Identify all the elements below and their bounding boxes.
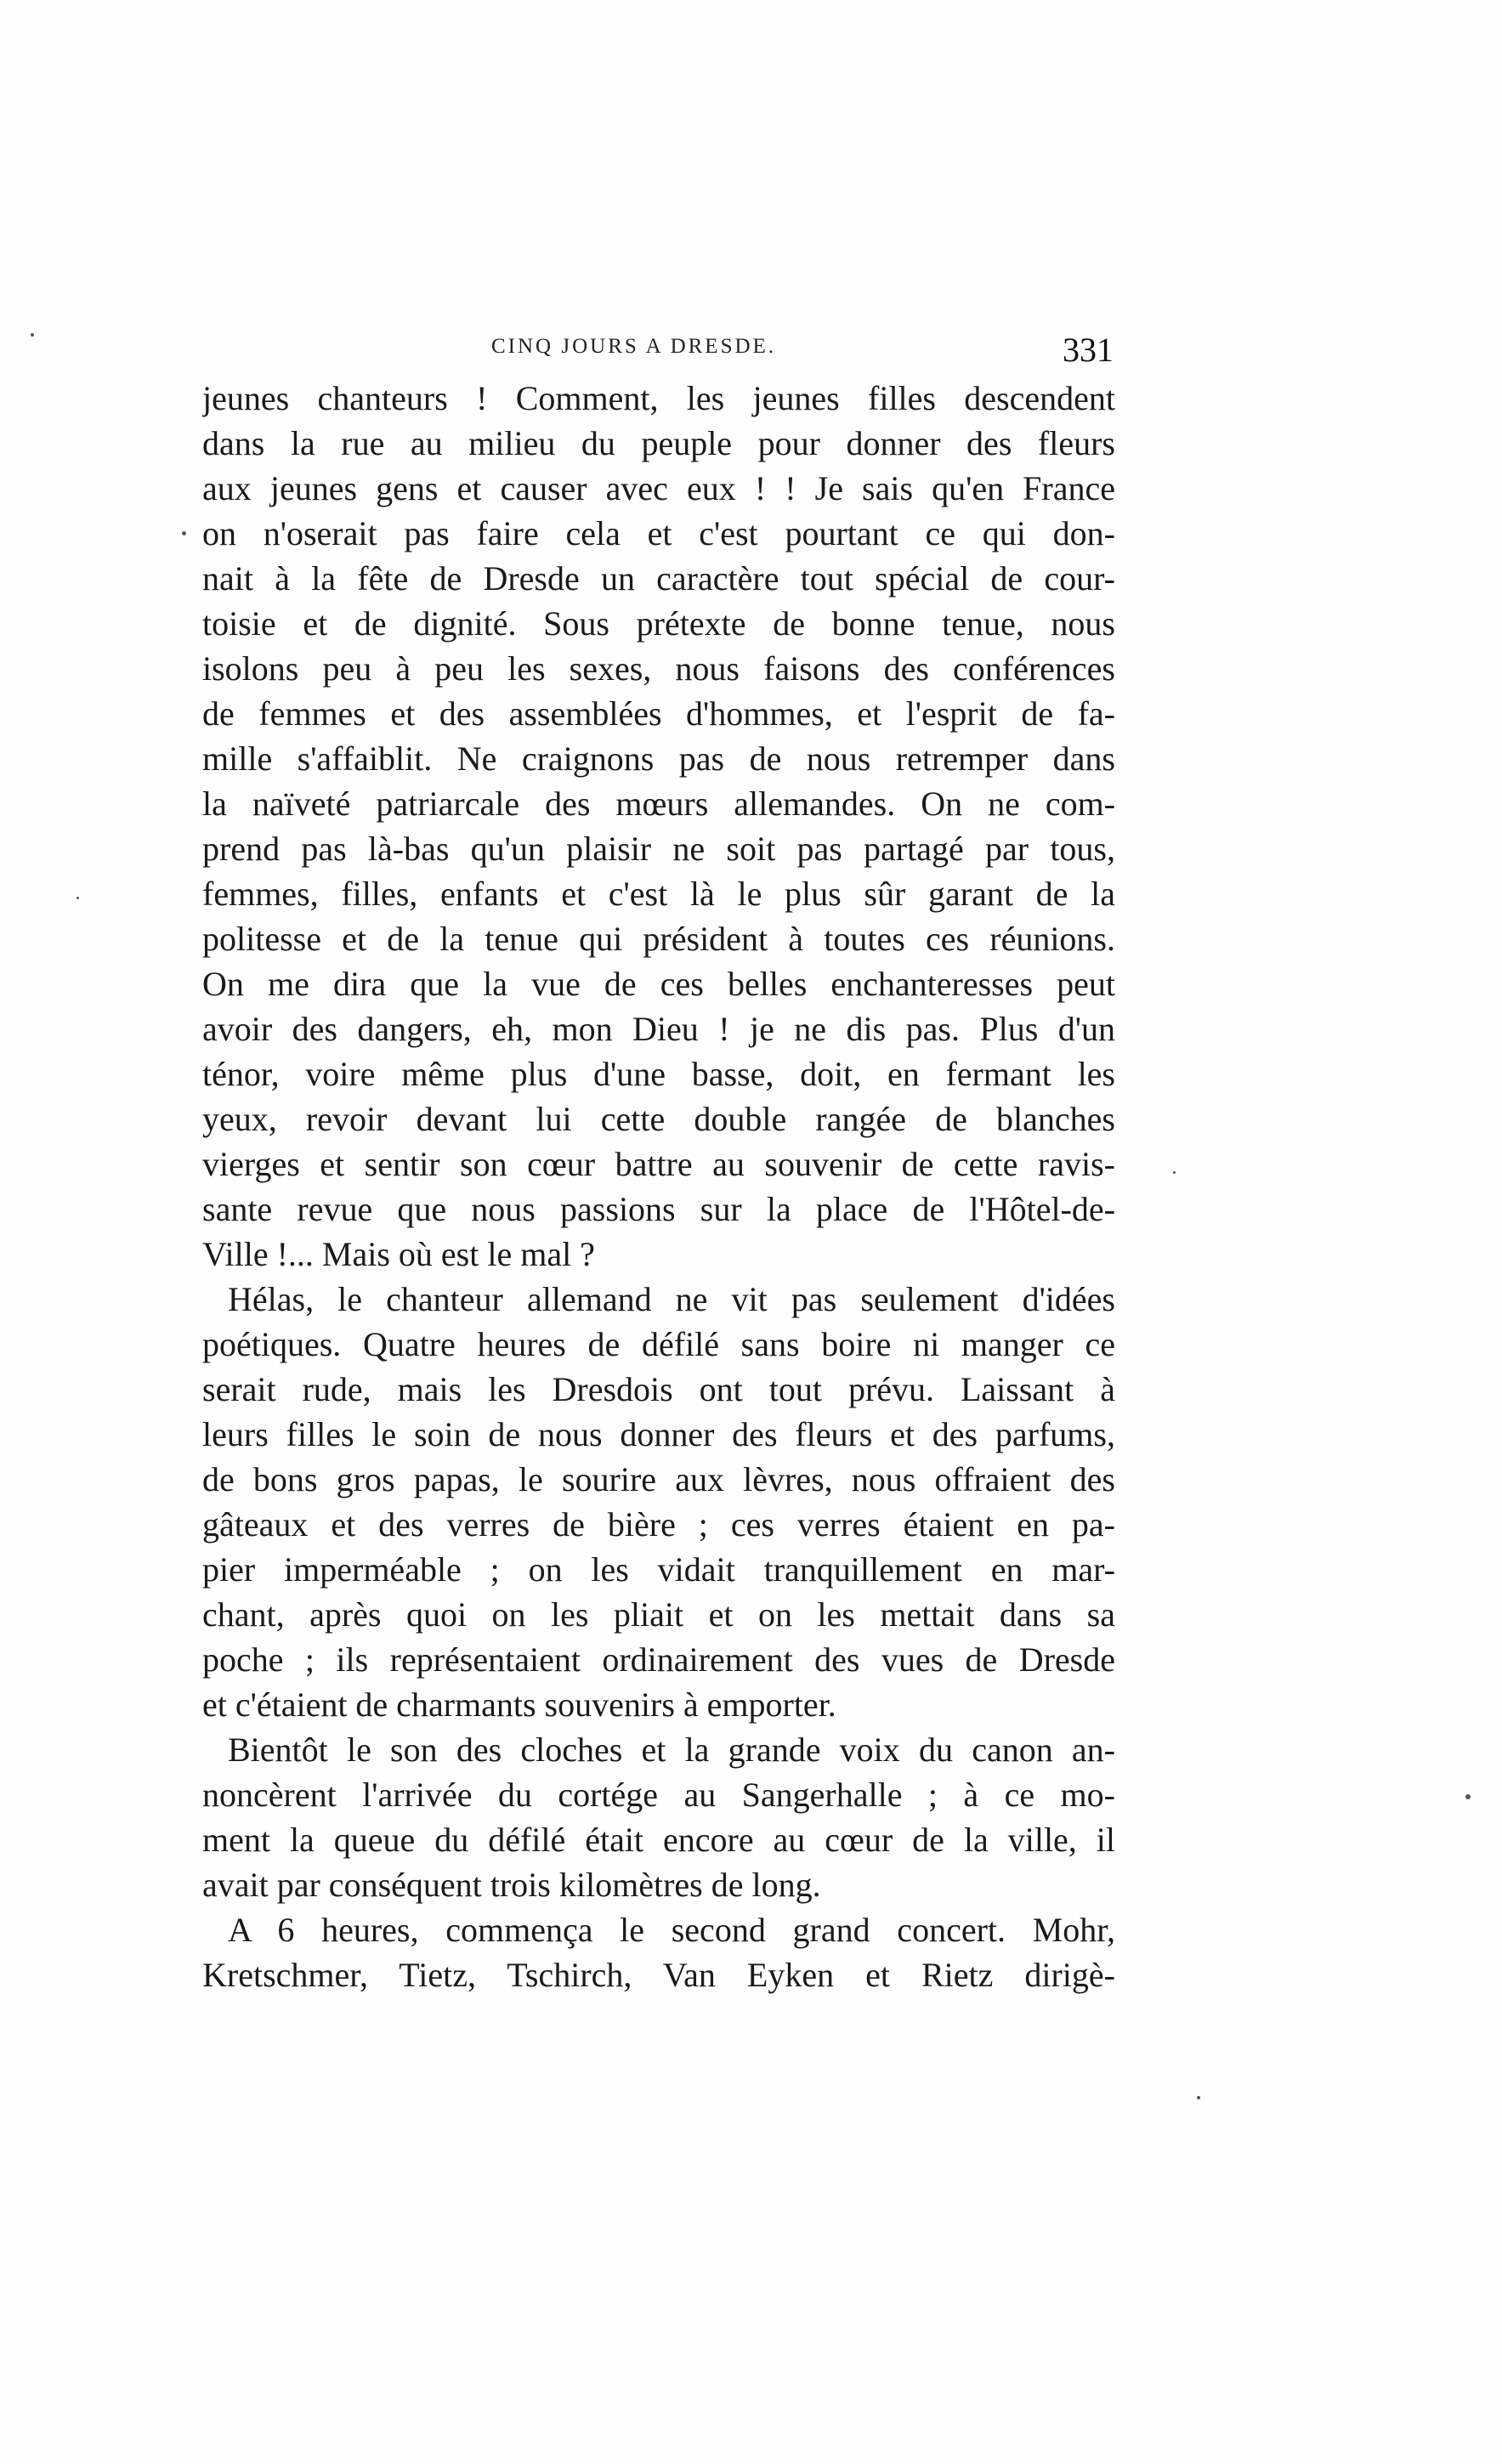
text-line: Kretschmer, Tietz, Tschirch, Van Eyken et Rietz dirigè- <box>202 1956 1115 1994</box>
text-line: politesse et de la tenue qui président à toutes ces réunions. <box>202 920 1115 958</box>
text-line: mille s'affaiblit. Ne craignons pas de nous retremper dans <box>202 739 1115 778</box>
text-line: vierges et sentir son cœur battre au souvenir de cette ravis- <box>202 1145 1115 1183</box>
text-line: Hélas, le chanteur allemand ne vit pas seulement d'idées <box>228 1280 1115 1318</box>
text-line: noncèrent l'arrivée du cortége au Sangerhalle ; à ce mo- <box>202 1776 1115 1814</box>
text-line: sante revue que nous passions sur la place de l'Hôtel-de- <box>202 1190 1115 1228</box>
page-number: 331 <box>1063 331 1114 369</box>
text-line: serait rude, mais les Dresdois ont tout prévu. Laissant à <box>202 1370 1115 1408</box>
text-line: On me dira que la vue de ces belles enchanteresses peut <box>202 965 1115 1003</box>
text-line: A 6 heures, commença le second grand concert. Mohr, <box>228 1911 1115 1949</box>
text-line: isolons peu à peu les sexes, nous faisons des conférences <box>202 649 1115 688</box>
text-line: nait à la fête de Dresde un caractère tout spécial de cour- <box>202 559 1115 598</box>
paragraph <box>202 1907 1115 1997</box>
text-line: yeux, revoir devant lui cette double rangée de blanches <box>202 1100 1115 1138</box>
text-line: ment la queue du défilé était encore au cœur de la ville, il <box>202 1821 1115 1859</box>
text-line: ténor, voire même plus d'une basse, doit, en fermant les <box>202 1055 1115 1093</box>
text-line: prend pas là-bas qu'un plaisir ne soit pas partagé par tous, <box>202 830 1115 868</box>
text-line: poétiques. Quatre heures de défilé sans boire ni manger ce <box>202 1325 1115 1363</box>
running-title: CINQ JOURS A DRESDE. <box>491 335 777 358</box>
text-line: dans la rue au milieu du peuple pour donner des fleurs <box>202 424 1115 462</box>
text-line: de femmes et des assemblées d'hommes, et l'esprit de fa- <box>202 694 1115 733</box>
text-line: avait par conséquent trois kilomètres de long. <box>202 1866 821 1904</box>
scan-speck <box>77 897 79 899</box>
text-line: gâteaux et des verres de bière ; ces verres étaient en pa- <box>202 1505 1115 1544</box>
text-line: femmes, filles, enfants et c'est là le plus sûr garant de la <box>202 875 1115 913</box>
scan-speck <box>1173 1171 1176 1174</box>
text-line: Ville !... Mais où est le mal ? <box>202 1235 595 1273</box>
body-text <box>202 376 1115 1997</box>
text-line: et c'étaient de charmants souvenirs à emporter. <box>202 1685 836 1724</box>
text-line: toisie et de dignité. Sous prétexte de bonne tenue, nous <box>202 604 1115 643</box>
scan-speck <box>182 531 186 535</box>
text-line: de bons gros papas, le sourire aux lèvres, nous offraient des <box>202 1460 1115 1498</box>
scan-speck <box>31 333 34 337</box>
text-line: on n'oserait pas faire cela et c'est pourtant ce qui don- <box>202 514 1115 552</box>
text-line: pier imperméable ; on les vidait tranquillement en mar- <box>202 1550 1115 1589</box>
text-line: la naïveté patriarcale des mœurs allemandes. On ne com- <box>202 785 1115 823</box>
text-line: poche ; ils représentaient ordinairement des vues de Dresde <box>202 1640 1115 1679</box>
text-line: leurs filles le soin de nous donner des fleurs et des parfums, <box>202 1415 1115 1453</box>
paragraph <box>202 1727 1115 1907</box>
page-header <box>202 330 1115 372</box>
text-line: avoir des dangers, eh, mon Dieu ! je ne dis pas. Plus d'un <box>202 1010 1115 1048</box>
scan-speck <box>1197 2096 1200 2099</box>
paragraph <box>202 376 1115 1277</box>
text-line: aux jeunes gens et causer avec eux ! ! Je sais qu'en France <box>202 469 1115 507</box>
text-line: Bientôt le son des cloches et la grande voix du canon an- <box>228 1730 1115 1769</box>
text-line: jeunes chanteurs ! Comment, les jeunes filles descendent <box>202 379 1115 417</box>
paragraph <box>202 1277 1115 1727</box>
scan-speck <box>1465 1794 1471 1799</box>
text-line: chant, après quoi on les pliait et on les mettait dans sa <box>202 1595 1115 1634</box>
